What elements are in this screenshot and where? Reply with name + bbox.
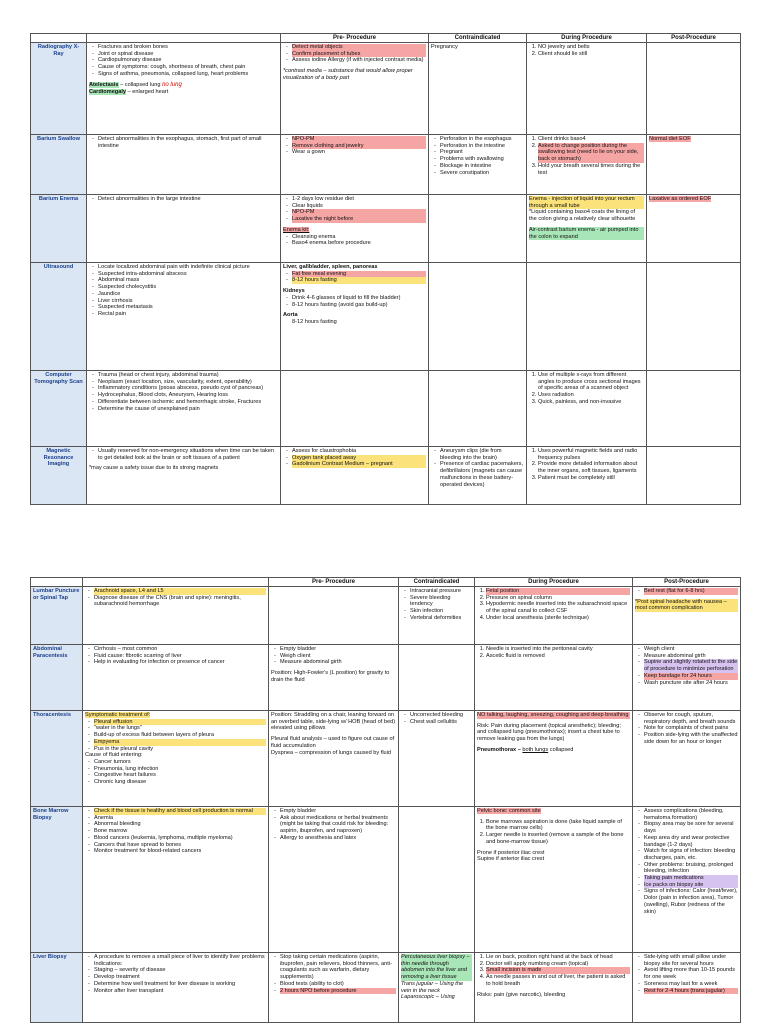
mri-post (647, 447, 741, 505)
table-row-radiography (31, 43, 741, 135)
liver-during: 1. Lie on back, position right hand at the back of head 2. Doctor will apply numbing cream (topical) 3. Small incision is made 4. As needle passes in and out of liver, the patient is asked to hold breath Risks: pain (give narcotic), bleeding (475, 953, 633, 1023)
bone-marrow-contraindicated (399, 807, 475, 953)
radiography-post (647, 43, 741, 135)
mri-pre: - Assess for claustrophobia - Oxygen tank placed away - Gadolinium Contrast Medium – pregnant (281, 447, 429, 505)
ultrasound-pre: Liver, gallbladder, spleen, panoreas - Fat free meal evening - 8-12 hours fasting Kidneys - Drink 4-6 glasses of liquid to fill the bladder) - 8-12 hours fasting (avoid gas build-up) Aorta 8-12 hours fasting (281, 263, 429, 371)
table-header-row (31, 578, 741, 587)
table-row-lumbar-puncture (31, 587, 741, 645)
header-description (83, 578, 269, 587)
thoracentesis-contraindicated: - Uncorrected bleeding - Chest wall cellulitis (399, 711, 475, 807)
barium-enema-post: Laxative as ordered EOF (647, 195, 741, 263)
liver-pre: - Stop taking certain medications (aspirin, ibuprofen, pain relievers, blood thinners, anti-coagulants such as warfarin, dietary supplements) - Blood tests (ability to clot) - 2 hours NPO before procedure (269, 953, 399, 1023)
row-title-barium-enema: Barium Enema (31, 195, 87, 263)
paracentesis-pre: - Empty bladder - Weigh client - Measure abdominal girth Position: High-Fowler's (L position) for gravity to drain the fluid (269, 645, 399, 711)
procedures-table-1 (30, 33, 741, 505)
row-title-paracentesis: Abdominal Paracentesis (31, 645, 83, 711)
table-row-liver-biopsy (31, 953, 741, 1023)
lumbar-during: 1. Fetal position 2. Pressure on spinal column 3. Hypodermic needle inserted into the subarachnoid space of the spinal canal to collect CSF 4. Under local anesthesia (sterile technique) (475, 587, 633, 645)
ultrasound-description: - Locate localized abdominal pain with indefinite clinical picture - Suspected intra-abdominal abscess - Abdominal mass - Suspected cholecystitis - Jaundice - Liver cirrhosis - Suspected metastasis - Rectal pain (87, 263, 281, 371)
table-row-paracentesis (31, 645, 741, 711)
procedures-table-2 (30, 577, 741, 1023)
table-row-ct-scan (31, 371, 741, 447)
radiography-description: - Fractures and broken bones - Joint or spinal disease - Cardiopulmonary disease - Cause of symptoms: cough, shortness of breath, chest pain - Signs of asthma, pneumonia, collapsed lung, heart problems Atelectasis – collapsed lung no lung Cardiomegaly – enlarged heart (87, 43, 281, 135)
thoracentesis-pre: Position: Straddling on a chair, leaning forward on an overbed table, side-lying w/ HOB (head of bed) elevated using pillows Pleural fluid analysis – used to figure out cause of fluid accumulation Dyspnea – compression of lungs caused by fluid (269, 711, 399, 807)
table-header-row (31, 34, 741, 43)
mri-during: 1. Uses powerful magnetic fields and radio frequency pulses 2. Provide more detailed information about the inner organs, soft tissues, ligaments 3. Patient must be completely still (527, 447, 647, 505)
bone-marrow-post: - Assess complications (bleeding, hematoma formation) - Biopsy area may be sore for several days - Keep area dry and wear protective bandage (1-2 days) - Watch for signs of infection: bleeding discharges, pain, etc. - Other problems: bruising, prolonged bleeding, infection - Taking pain medications - Ice packs on biopsy site - Signs of infections: Calor (heat/fever), Dolor (pain in infection area), Tumor (swelling), Rubor (redness of the skin) (633, 807, 741, 953)
ct-contraindicated (429, 371, 527, 447)
ct-during: 1. Use of multiple x-rays from different angles to produce cross sectional images of specific areas of a scanned object 2. Uses radiation 3. Quick, painless, and non-invasive (527, 371, 647, 447)
row-title-liver-biopsy: Liver Biopsy (31, 953, 83, 1023)
barium-swallow-post: Normal diet EOF (647, 135, 741, 195)
ct-pre (281, 371, 429, 447)
row-title-thoracentesis: Thoracentesis (31, 711, 83, 807)
paracentesis-during: 1. Needle is inserted into the peritoneal cavity 2. Ascetic fluid is removed (475, 645, 633, 711)
bone-marrow-pre: - Empty bladder - Ask about medications or herbal treatments (might be taking that could risk for bleeding: aspirin, ibuprofen, and naproxen) - Allergy to anesthesia and latex (269, 807, 399, 953)
barium-swallow-during: 1. Client drinks baso4 2. Asked to change position during the swallowing test (need to lie on your side, back or stomach) 3. Hold your breath several times during the test (527, 135, 647, 195)
mri-contraindicated: - Aneurysm clips (die from bleeding into the brain) - Presence of cardiac pacemakers, defibrillators (magnets can cause malfunctions in these battery-operated devices) (429, 447, 527, 505)
table-row-barium-swallow (31, 135, 741, 195)
barium-swallow-contraindicated: - Perforation in the esophagus - Perforation in the intestine - Pregnant - Problems with swallowing - Blockage in intestine - Severe constipation (429, 135, 527, 195)
barium-enema-during: Enema - injection of liquid into your rectum through a small tube *Liquid containing baso4 coats the lining of the colon giving a relatively clear silhouette Air-contrast barium enema - air pumped into the colon to expand (527, 195, 647, 263)
bone-marrow-description: - Check if the tissue is healthy and blood cell production is normal - Anemia - Abnormal bleeding - Bone marrow - Blood cancers (leukemia, lymphoma, multiple myeloma) - Cancers that have spread to bones - Monitor treatment for blood-related cancers (83, 807, 269, 953)
mri-description: - Usually reserved for non-emergency situations when time can be taken to get detailed look at the brain or soft tissues of a patient *may cause a safety issue due to its strong magnets (87, 447, 281, 505)
lumbar-description: - Arachnoid space, L4 and L5 - Diagnose disease of the CNS (brain and spine): meningitis, subarachnoid hemorrhage (83, 587, 269, 645)
lumbar-contraindicated: - Intracranial pressure - Severe bleeding tendency - Skin infection - Vertebral deformities (399, 587, 475, 645)
row-title-barium-swallow: Barium Swallow (31, 135, 87, 195)
thoracentesis-description: Symptomatic treatment of: - Pleural effusion - "water in the lungs" - Build-up of excess fluid between layers of pleura - Empyema - Pus in the pleural cavity Cause of fluid entering: - Cancer tumors - Pneumonia, lung infection - Congestive heart failures - Chronic lung disease (83, 711, 269, 807)
paracentesis-description: - Cirrhosis – most common - Fluid cause: fibrotic scarring of liver - Help in evaluating for infection or presence of cancer (83, 645, 269, 711)
thoracentesis-during: NO talking, laughing, sneezing, coughing and deep breathing Risk: Pain during placement (topical anesthetic); bleeding; and collapsed lung (pneumothorax); insert a chest tube to remove leaking gas from the lungs) Pneumothorax – both lungs collapsed (475, 711, 633, 807)
row-title-ct-scan: Computer Tomography Scan (31, 371, 87, 447)
liver-description: - A procedure to remove a small piece of liver to identify liver problems Indications: - Staging – severity of disease - Develop treatment - Determine how well treatment for liver disease is working - Monitor after liver transplant (83, 953, 269, 1023)
header-contraindicated: Contraindicated (399, 578, 475, 587)
row-title-radiography: Radiography X-Ray (31, 43, 87, 135)
row-title-bone-marrow-biopsy: Bone Marrow Biopsy (31, 807, 83, 953)
thoracentesis-post: - Observe for cough, sputum, respiratory depth, and breath sounds - Note for complaints of chest pains - Position side-lying with the unaffected side down for an hour or longer (633, 711, 741, 807)
ct-description: - Trauma (head or chest injury, abdominal trauma) - Neoplasm (exact location, size, vascularity, extent, operability) - Inflammatory conditions (psoas abscess, pseudo cyst of pancreas) - Hydrocephalus, Blood clots, Aneurysm, Hearing loss - Differentiate between ischemic and hemorrhagic stroke, Fractures - Determine the cause of unexplained pain (87, 371, 281, 447)
header-blank (31, 34, 87, 43)
table-row-barium-enema (31, 195, 741, 263)
table-row-thoracentesis (31, 711, 741, 807)
table-row-mri (31, 447, 741, 505)
barium-enema-contraindicated (429, 195, 527, 263)
liver-post: - Side-lying with small pillow under biopsy site for several hours - Avoid lifting more than 10-15 pounds for one week - Soreness may last for a week - Rest for 2-4 hours (trans jugular) (633, 953, 741, 1023)
lumbar-pre (269, 587, 399, 645)
paracentesis-post: - Weigh client - Measure abdominal girth - Supine and slightly rotated to the side of procedure to minimize perforation - Keep bandage for 24 hours - Wash puncture site after 24 hours (633, 645, 741, 711)
row-title-ultrasound: Ultrasound (31, 263, 87, 371)
radiography-contraindicated: Pregnancy (429, 43, 527, 135)
lumbar-post: - Bed rest (flat for 6-8 hrs) *Post spinal headache with nausea – most common complication (633, 587, 741, 645)
ultrasound-during (527, 263, 647, 371)
radiography-during: 1. NO jewelry and belts 2. Client should lie still (527, 43, 647, 135)
handwritten-note: no lung (162, 81, 182, 88)
header-during-procedure: During Procedure (527, 34, 647, 43)
barium-enema-description: - Detect abnormalities in the large intestine (87, 195, 281, 263)
row-title-lumbar-puncture: Lumbar Puncture or Spinal Tap (31, 587, 83, 645)
table-row-bone-marrow-biopsy (31, 807, 741, 953)
barium-swallow-pre: - NPO-PM - Remove clothing and jewelry - Wear a gown (281, 135, 429, 195)
ct-post (647, 371, 741, 447)
header-during-procedure: During Procedure (475, 578, 633, 587)
header-post-procedure: Post-Procedure (633, 578, 741, 587)
paracentesis-contraindicated (399, 645, 475, 711)
row-title-mri: Magnetic Resonance Imaging (31, 447, 87, 505)
header-contraindicated: Contraindicated (429, 34, 527, 43)
ultrasound-contraindicated (429, 263, 527, 371)
table-row-ultrasound (31, 263, 741, 371)
ultrasound-post (647, 263, 741, 371)
liver-contraindicated: Percutaneous liver biopsy – thin needle through abdomen into the liver and removing a liver tissue Trans jugular – Using the vein in the neck Laparoscopic – Using (399, 953, 475, 1023)
barium-enema-pre: - 1-2 days low residue diet - Clear liquids - NPO-PM - Laxative the night before Enema kit: - Cleansing enema - Baso4 enema before procedure (281, 195, 429, 263)
header-pre-procedure: Pre- Procedure (269, 578, 399, 587)
bone-marrow-during: Pelvic bone: common site 1. Bone marrows aspiration is done (take liquid sample of the bone marrow cells) 2. Larger needle is inserted (remove a sample of the bone and bone-marrow tissue) Prone if posterior iliac crest Supine if anterior iliac crest (475, 807, 633, 953)
barium-swallow-description: - Detect abnormalities in the esophagus, stomach, first part of small intestine (87, 135, 281, 195)
header-pre-procedure: Pre- Procedure (281, 34, 429, 43)
header-description (87, 34, 281, 43)
radiography-pre: - Detect metal objects - Confirm placement of tubes - Assess iodine Allergy (if with injected contrast media) *contrast media – substance that would allow proper visualization of a body part (281, 43, 429, 135)
header-blank (31, 578, 83, 587)
header-post-procedure: Post-Procedure (647, 34, 741, 43)
